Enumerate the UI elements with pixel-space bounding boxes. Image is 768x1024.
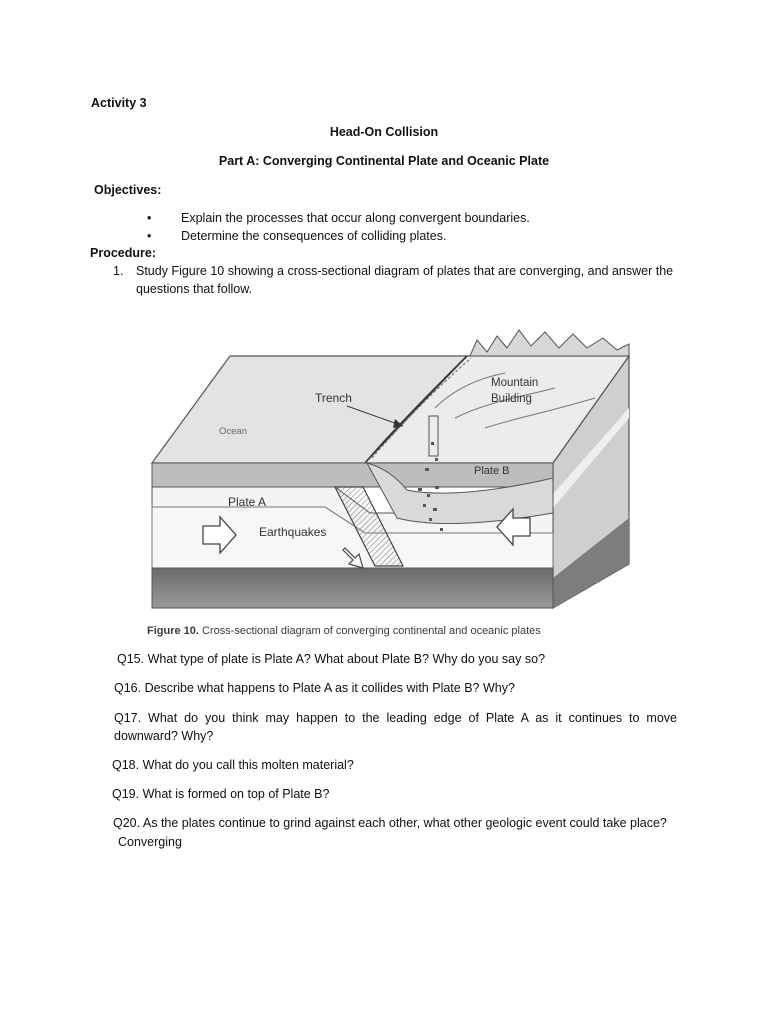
- answer-text: Converging: [118, 835, 182, 849]
- part-heading: Part A: Converging Continental Plate and Oceanic Plate: [218, 154, 550, 168]
- activity-heading: Activity 3: [91, 96, 147, 110]
- procedure-step-text-cont: questions that follow.: [136, 282, 253, 296]
- objective-item: Determine the consequences of colliding plates.: [181, 229, 447, 243]
- objectives-label: Objectives:: [94, 183, 162, 197]
- figure-caption: [147, 624, 627, 638]
- plate-a-label: Plate A: [228, 495, 267, 509]
- building-label: Building: [491, 393, 532, 405]
- plate-b-label: Plate B: [474, 465, 510, 477]
- ocean-label: Ocean: [219, 426, 247, 437]
- objective-item: Explain the processes that occur along convergent boundaries.: [181, 211, 530, 225]
- question-15: Q15. What type of plate is Plate A? What about Plate B? Why do you say so?: [117, 652, 546, 666]
- figure-caption-number: Figure 10.: [147, 625, 199, 637]
- question-20: Q20. As the plates continue to grind against each other, what other geologic event could take place?: [113, 816, 667, 830]
- earthquakes-label: Earthquakes: [259, 525, 327, 539]
- mantle-layer: [152, 568, 553, 608]
- question-17-line1: Q17. What do you think may happen to the leading edge of Plate A as it continues to move: [114, 711, 677, 725]
- bullet-icon: •: [147, 229, 152, 243]
- figure-caption-text: Cross-sectional diagram of converging continental and oceanic plates: [198, 625, 541, 637]
- procedure-step-text: Study Figure 10 showing a cross-sectional diagram of plates that are converging, and answer the: [136, 264, 674, 278]
- question-16: Q16. Describe what happens to Plate A as it collides with Plate B? Why?: [114, 681, 515, 695]
- question-17-line2: downward? Why?: [114, 729, 214, 743]
- question-19: Q19. What is formed on top of Plate B?: [112, 787, 330, 801]
- page-title: Head-On Collision: [329, 125, 439, 139]
- mountain-label: Mountain: [491, 377, 539, 389]
- plate-cross-section-figure: [135, 318, 635, 620]
- mountain-range: [470, 330, 629, 356]
- trench-label: Trench: [315, 391, 352, 405]
- bullet-icon: •: [147, 211, 152, 225]
- question-18: Q18. What do you call this molten material?: [112, 758, 354, 772]
- procedure-label: Procedure:: [90, 246, 156, 260]
- step-number: 1.: [113, 264, 124, 278]
